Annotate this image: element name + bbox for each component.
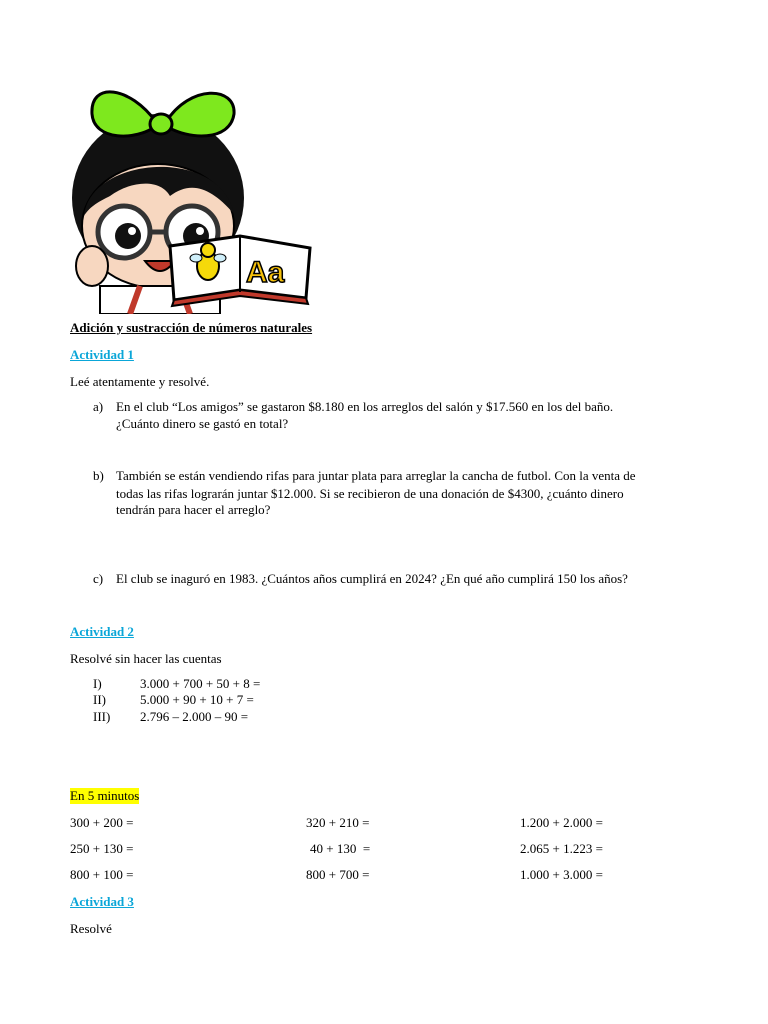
activity-1-heading: Actividad 1	[70, 347, 134, 362]
activity-3-heading: Actividad 3	[70, 894, 134, 909]
item-b-text-line1: También se están vendiendo rifas para juntar plata para arreglar la cancha de futbol. Con la venta de	[116, 468, 636, 483]
item-c-text-line1: El club se inaguró en 1983. ¿Cuántos años cumplirá en 2024? ¿En qué año cumplirá 150 los años?	[116, 571, 628, 586]
item-b-text-line3: tendrán para hacer el arreglo?	[116, 502, 271, 517]
item-ii-marker: II)	[93, 692, 106, 707]
activity-2-instruction: Resolvé sin hacer las cuentas	[70, 651, 222, 666]
item-i-marker: I)	[93, 676, 102, 691]
exercise-r3c3: 1.000 + 3.000 =	[520, 867, 603, 882]
item-b-text-line2: todas las rifas lograrán juntar $12.000. Si se recibieron de una donación de $4300, ¿cuánto dinero	[116, 486, 624, 501]
exercise-r2c1: 250 + 130 =	[70, 841, 134, 856]
item-iii-marker: III)	[93, 709, 111, 724]
five-minutes-label: En 5 minutos	[70, 788, 140, 803]
exercise-r3c1: 800 + 100 =	[70, 867, 134, 882]
exercise-r1c2: 320 + 210 =	[306, 815, 370, 830]
page-title: Adición y sustracción de números naturales	[70, 320, 313, 335]
item-iii-expression: 2.796 – 2.000 – 90 =	[140, 709, 249, 724]
activity-1-instruction: Leé atentamente y resolvé.	[70, 374, 210, 389]
exercise-r3c2: 800 + 700 =	[306, 867, 370, 882]
item-a-marker: a)	[93, 399, 104, 414]
exercise-r2c3: 2.065 + 1.223 =	[520, 841, 603, 856]
exercise-r2c2: 40 + 130 =	[310, 841, 371, 856]
item-c-marker: c)	[93, 571, 104, 586]
book-letters: Aa	[246, 256, 285, 289]
item-i-expression: 3.000 + 700 + 50 + 8 =	[140, 676, 261, 691]
item-b-marker: b)	[93, 468, 104, 483]
item-ii-expression: 5.000 + 90 + 10 + 7 =	[140, 692, 254, 707]
activity-2-heading: Actividad 2	[70, 624, 134, 639]
item-a-text-line2: ¿Cuánto dinero se gastó en total?	[116, 416, 289, 431]
exercise-r1c1: 300 + 200 =	[70, 815, 134, 830]
item-a-text-line1: En el club “Los amigos” se gastaron $8.180 en los arreglos del salón y $17.560 en los del baño.	[116, 399, 614, 414]
exercise-r1c3: 1.200 + 2.000 =	[520, 815, 603, 830]
girl-with-book-illustration	[70, 86, 315, 314]
activity-3-instruction: Resolvé	[70, 921, 112, 936]
